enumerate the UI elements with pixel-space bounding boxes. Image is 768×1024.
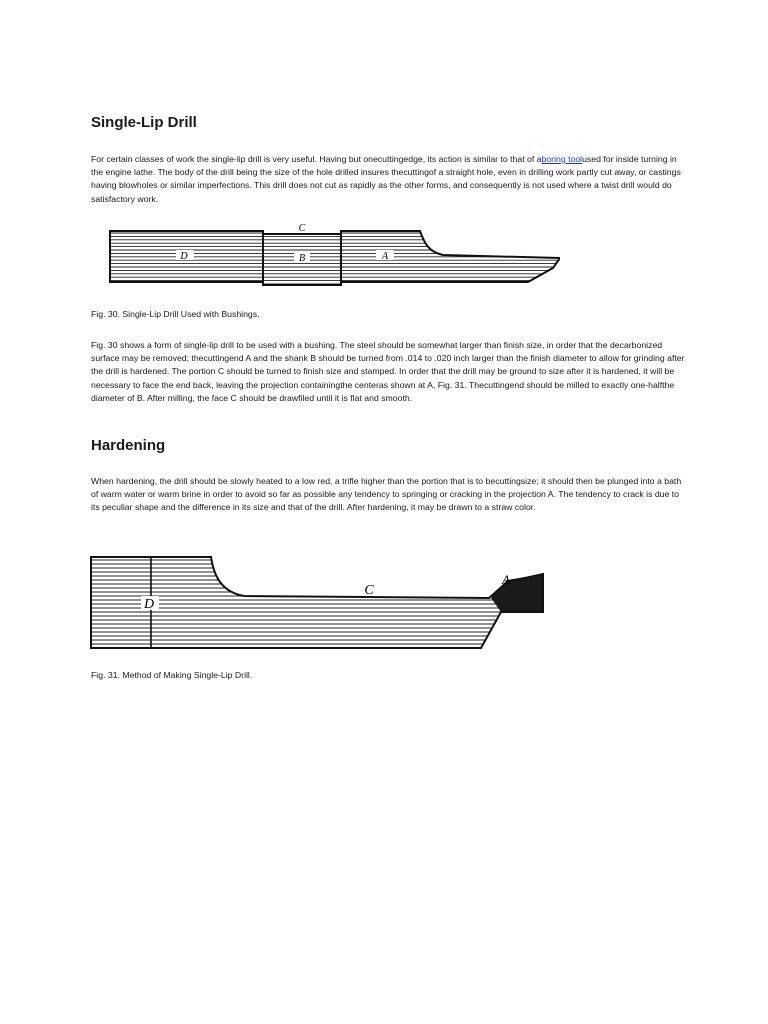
section-heading-single-lip-drill: Single-Lip Drill bbox=[91, 114, 197, 131]
section-heading-hardening: Hardening bbox=[91, 437, 166, 454]
bushing-paragraph: Fig. 30 shows a form of single-lip drill to be used with a bushing. The steel should be somewhat larger than finish size, in order that the decarbonized surface may be removed; thecuttingend A and the shank B should be turned from .014 to .020 inch larger than the finish diameter to allow for grinding after the drill is hardened. The portion C should be turned to finish size and stamped. In order that the drill may be ground to size after it is hardened, it will be necessary to face the end back, leaving the projection containingthe centeras shown at A, Fig. 31. Thecuttingend should be milled to exactly one-halfthe diameter of B. After milling, the face C should be drawfiled until it is flat and smooth. bbox=[91, 340, 685, 403]
figure-30-caption: Fig. 30. Single-Lip Drill Used with Bushings. bbox=[91, 309, 260, 319]
fig31-label-c: C bbox=[364, 583, 374, 598]
figure-31-drill-drawing bbox=[89, 552, 547, 652]
fig31-label-a: A bbox=[502, 572, 510, 587]
intro-paragraph bbox=[91, 153, 687, 206]
intro-text-before-link: For certain classes of work the single-lip drill is very useful. Having but onecuttingedge, its action is similar to that of a bbox=[91, 154, 542, 164]
figure-31-caption: Fig. 31. Method of Making Single-Lip Drill. bbox=[91, 670, 253, 680]
fig30-label-d: D bbox=[180, 251, 188, 262]
fig30-label-c: C bbox=[298, 223, 306, 234]
figure-30-svg bbox=[108, 222, 560, 290]
fig31-label-d: D bbox=[143, 597, 155, 612]
intro-text-after-link: used for inside turning in the engine lathe. The body of the drill being the size of the hole drilled insures thecuttingof a straight hole, even in drilling work partly cut away, or castings having blowholes or similar imperfections. This drill does not cut as rapidly as the other forms, and consequently is not used where a twist drill would do satisfactory work. bbox=[91, 154, 681, 204]
fig30-label-b: B bbox=[298, 253, 306, 264]
figure-30-drill-drawing bbox=[108, 222, 560, 290]
fig30-label-a: A bbox=[381, 251, 389, 262]
hardening-paragraph: When hardening, the drill should be slowly heated to a low red, a trifle higher than the portion that is to becuttingsize; it should then be plunged into a bath of warm water or warm brine in order to avoid so far as possible any tendency to springing or cracking in the projection A. The tendency to crack is due to its peculiar shape and the difference in its size and that of the drill. After hardening, it may be drawn to a straw color. bbox=[91, 476, 682, 513]
figure-31-svg bbox=[89, 552, 547, 652]
boring-tool-link[interactable]: boring tool bbox=[541, 154, 583, 164]
